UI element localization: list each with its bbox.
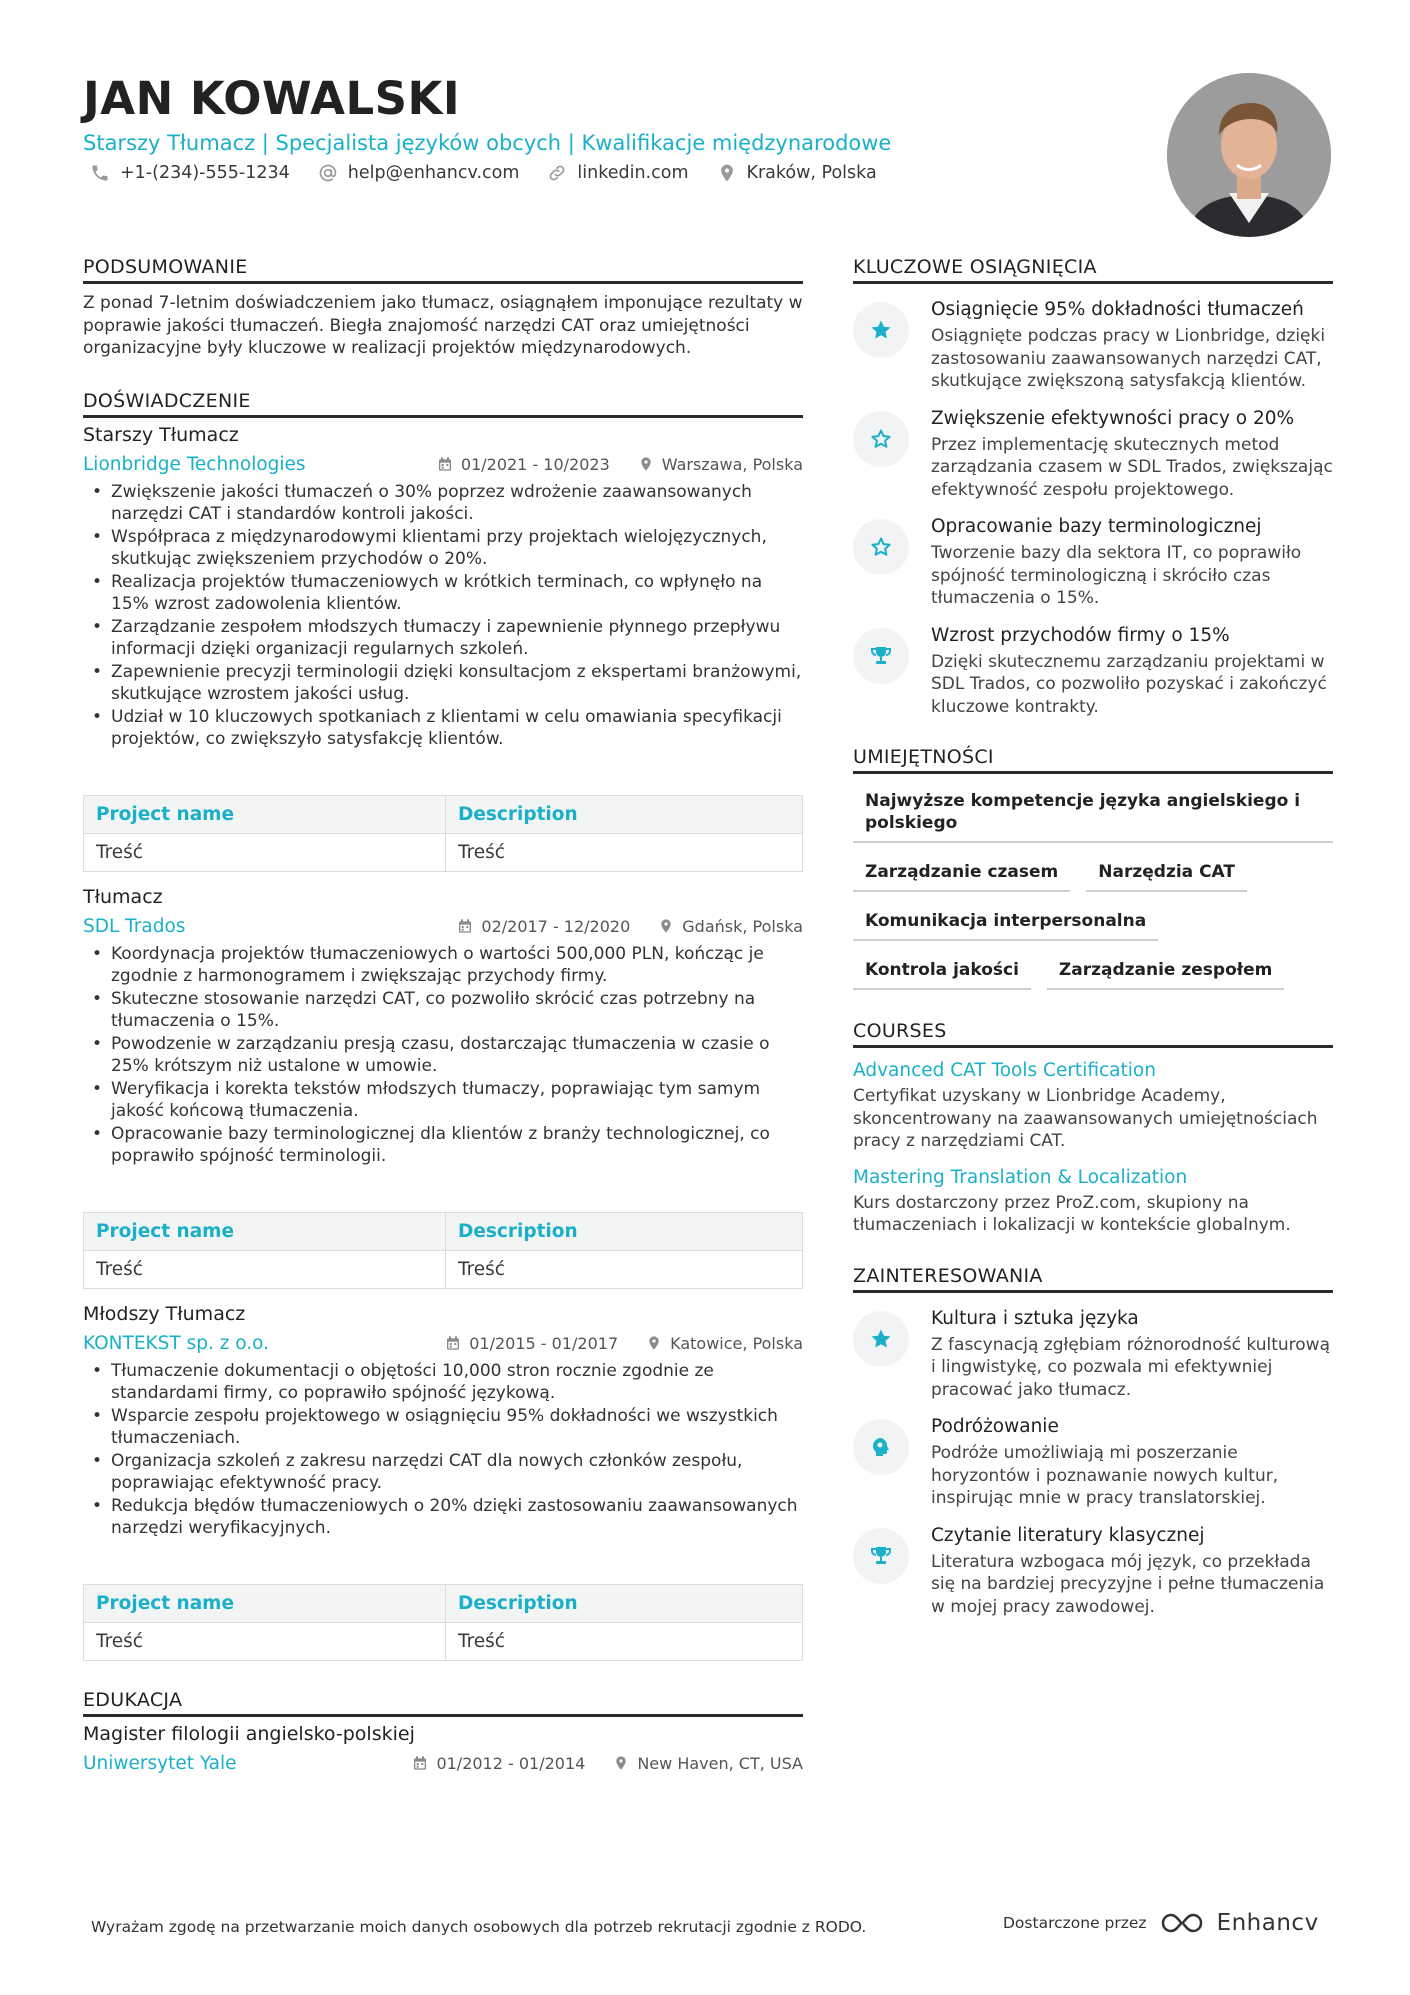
achievement-icon-wrap — [853, 302, 909, 358]
at-icon — [318, 163, 338, 183]
job-entry — [83, 424, 803, 872]
job-location-text: Warszawa, Polska — [661, 454, 803, 474]
interest-icon-wrap — [853, 1311, 909, 1367]
person-photo-icon — [1167, 73, 1331, 237]
achievement-body — [931, 298, 1333, 393]
profile-photo — [1167, 73, 1331, 237]
achievement-title: Wzrost przychodów firmy o 15% — [931, 624, 1230, 646]
project-description-cell: Treść — [446, 1622, 803, 1660]
achievement-desc: Tworzenie bazy dla sektora IT, co poprawiło spójność terminologiczną i skróciło czas tłumaczenia o 15%. — [931, 543, 1302, 608]
job-entry — [83, 886, 803, 1289]
education-meta — [83, 1753, 803, 1774]
job-role: Młodszy Tłumacz — [83, 1302, 246, 1325]
interest-icon-wrap — [853, 1528, 909, 1584]
skill-tag: Zarządzanie zespołem — [1047, 955, 1284, 990]
job-bullets — [83, 1360, 803, 1540]
project-table-header — [84, 1584, 803, 1622]
job-meta — [83, 1333, 803, 1354]
interest-desc: Z fascynacją zgłębiam różnorodność kulturową i lingwistykę, co pozwala mi efektywniej pracować jako tłumacz. — [931, 1334, 1331, 1400]
achievement-body — [931, 407, 1333, 502]
skill-tag: Kontrola jakości — [853, 955, 1031, 990]
job-dates — [445, 1334, 618, 1353]
right-column — [853, 256, 1333, 1618]
contact-phone[interactable] — [90, 163, 290, 183]
interest-icon-wrap — [853, 1419, 909, 1475]
table-row — [84, 1622, 803, 1660]
job-role: Tłumacz — [83, 885, 163, 908]
powered-by[interactable] — [1003, 1910, 1319, 1936]
star-filled-icon — [869, 318, 893, 342]
courses-heading: COURSES — [853, 1020, 1333, 1048]
location-icon — [646, 1335, 662, 1351]
star-outline-icon — [869, 535, 893, 559]
education-meta-right — [412, 1754, 803, 1773]
star-outline-icon — [869, 427, 893, 451]
location-icon — [717, 163, 737, 183]
project-description-cell: Treść — [446, 833, 803, 871]
star-filled-icon — [869, 1327, 893, 1351]
job-meta-right — [457, 917, 803, 936]
job-bullet: • Powodzenie w zarządzaniu presją czasu, dostarczając tłumaczenia w czasie o 25% krótszym niż ustalone w umowie. — [83, 1033, 803, 1078]
enhancv-logo-icon — [1159, 1910, 1205, 1936]
achievement-icon-wrap — [853, 628, 909, 684]
achievement-icon-wrap — [853, 519, 909, 575]
job-company: KONTEKST sp. z o.o. — [83, 1332, 270, 1354]
contact-phone-text: +1-(234)-555-1234 — [120, 163, 290, 183]
project-description-header: Description — [446, 1212, 803, 1250]
location-icon — [613, 1755, 629, 1771]
job-dates — [457, 917, 630, 936]
location-icon — [658, 918, 674, 934]
project-table — [83, 1212, 803, 1289]
course-title: Mastering Translation & Localization — [853, 1166, 1188, 1188]
location-icon — [638, 456, 654, 472]
job-meta — [83, 454, 803, 475]
achievement-desc: Przez implementację skutecznych metod zarządzania czasem w SDL Trados, zwiększając efektywność zespołu projektowego. — [931, 434, 1333, 500]
interest-title: Czytanie literatury klasycznej — [931, 1524, 1205, 1546]
education-location — [613, 1754, 803, 1773]
achievement-desc: Osiągnięte podczas pracy w Lionbridge, dzięki zastosowaniu zaawansowanych narzędzi CAT, skutkujące zwiększoną satysfakcją klientów. — [931, 326, 1326, 391]
contact-bar — [90, 163, 877, 183]
achievement-body — [931, 624, 1333, 719]
contact-email-text: help@enhancv.com — [347, 163, 520, 183]
table-row — [84, 833, 803, 871]
job-entry — [83, 1303, 803, 1661]
job-dates-text: 01/2021 - 10/2023 — [460, 454, 610, 474]
contact-location — [717, 163, 877, 183]
contact-linkedin[interactable] — [547, 163, 688, 183]
project-table — [83, 1584, 803, 1661]
powered-by-text: Dostarczone przez — [1003, 1914, 1147, 1932]
skills-heading: UMIEJĘTNOŚCI — [853, 746, 1333, 774]
job-bullet: • Weryfikacja i korekta tekstów młodszych tłumaczy, poprawiając tym samym jakość końcową tłumaczenia. — [83, 1078, 803, 1123]
course-title: Advanced CAT Tools Certification — [853, 1060, 1156, 1081]
job-dates — [437, 455, 610, 474]
calendar-icon — [437, 456, 453, 472]
job-bullet: • Realizacja projektów tłumaczeniowych w krótkich terminach, co wpłynęło na 15% wzrost zadowolenia klientów. — [83, 571, 803, 616]
job-bullets — [83, 943, 803, 1168]
link-icon — [547, 163, 567, 183]
job-bullet: • Organizacja szkoleń z zakresu narzędzi CAT dla nowych członków zespołu, poprawiając efektywność pracy. — [83, 1450, 803, 1495]
achievement-title: Zwiększenie efektywności pracy o 20% — [931, 407, 1295, 429]
education-degree: Magister filologii angielsko-polskiej — [83, 1722, 415, 1745]
job-dates-text: 02/2017 - 12/2020 — [481, 916, 631, 936]
project-name-cell: Treść — [84, 833, 446, 871]
project-description-header: Description — [446, 1584, 803, 1622]
calendar-icon — [412, 1755, 428, 1771]
candidate-name: JAN KOWALSKI — [83, 72, 461, 125]
interest-body — [931, 1415, 1333, 1510]
project-name-header: Project name — [84, 1584, 446, 1622]
interest-item — [853, 1307, 1333, 1402]
job-bullet: • Zapewnienie precyzji terminologii dzięki konsultacjom z ekspertami branżowymi, skutkujące wzrostem jakości usług. — [83, 661, 803, 706]
achievement-desc: Dzięki skutecznemu zarządzaniu projektami w SDL Trados, co pozwoliło pozyskać i zakończyć kluczowe kontrakty. — [931, 651, 1327, 717]
skill-tag: Zarządzanie czasem — [853, 857, 1070, 892]
interest-title: Podróżowanie — [931, 1416, 1059, 1437]
job-bullet: • Redukcja błędów tłumaczeniowych o 20% dzięki zastosowaniu zaawansowanych narzędzi weryfikacyjnych. — [83, 1495, 803, 1540]
interest-body — [931, 1524, 1333, 1619]
job-location-text: Gdańsk, Polska — [682, 916, 803, 936]
job-dates-text: 01/2015 - 01/2017 — [469, 1333, 619, 1353]
trophy-icon — [869, 1544, 893, 1568]
contact-linkedin-text: linkedin.com — [577, 163, 689, 183]
project-table-header — [84, 795, 803, 833]
job-location — [658, 917, 803, 936]
job-bullet: • Współpraca z międzynarodowymi klientami przy projektach wielojęzycznych, skutkując zwiększeniem przychodów o 20%. — [83, 526, 803, 571]
project-description-header: Description — [446, 795, 803, 833]
achievement-icon-wrap — [853, 411, 909, 467]
interest-item — [853, 1415, 1333, 1510]
education-dates-text: 01/2012 - 01/2014 — [436, 1753, 586, 1773]
calendar-icon — [445, 1335, 461, 1351]
head-icon — [869, 1435, 893, 1459]
job-bullet: • Zwiększenie jakości tłumaczeń o 30% poprzez wdrożenie zaawansowanych narzędzi CAT i standardów kontroli jakości. — [83, 481, 803, 526]
interest-desc: Literatura wzbogaca mój język, co przekłada się na bardziej precyzyjne i pełne tłumaczenia w mojej pracy zawodowej. — [931, 1551, 1325, 1617]
trophy-icon — [869, 644, 893, 668]
job-bullet: • Tłumaczenie dokumentacji o objętości 10,000 stron rocznie zgodnie ze standardami firmy, co poprawiło spójność językową. — [83, 1360, 803, 1405]
skill-tag: Komunikacja interpersonalna — [853, 906, 1158, 941]
job-role: Starszy Tłumacz — [83, 423, 239, 446]
achievement-item — [853, 407, 1333, 502]
achievement-title: Osiągnięcie 95% dokładności tłumaczeń — [931, 299, 1304, 320]
job-bullet: • Udział w 10 kluczowych spotkaniach z klientami w celu omawiania specyfikacji projektów, co zwiększyło satysfakcję klientów. — [83, 706, 803, 751]
contact-location-text: Kraków, Polska — [746, 163, 877, 183]
interest-title: Kultura i sztuka języka — [931, 1307, 1139, 1329]
project-name-cell: Treść — [84, 1622, 446, 1660]
achievement-item — [853, 624, 1333, 719]
contact-email[interactable] — [318, 163, 520, 183]
summary-text: Z ponad 7-letnim doświadczeniem jako tłumacz, osiągnąłem imponujące rezultaty w poprawie jakości tłumaczeń. Biegła znajomość narzędzi CAT oraz umiejętności organizacyjne były kluczowe w realizacji projektów międzynarodowych. — [83, 293, 803, 358]
project-name-header: Project name — [84, 1212, 446, 1250]
skill-tag: Narzędzia CAT — [1086, 857, 1247, 892]
gdpr-consent: Wyrażam zgodę na przetwarzanie moich danych osobowych dla potrzeb rekrutacji zgodnie z RODO. — [91, 1918, 867, 1936]
achievement-item — [853, 515, 1333, 610]
achievement-title: Opracowanie bazy terminologicznej — [931, 516, 1262, 537]
education-school: Uniwersytet Yale — [83, 1752, 237, 1774]
phone-icon — [90, 163, 110, 183]
skill-tag: Najwyższe kompetencje języka angielskiego i polskiego — [853, 786, 1333, 843]
job-meta — [83, 916, 803, 937]
project-name-cell: Treść — [84, 1250, 446, 1288]
interest-desc: Podróże umożliwiają mi poszerzanie horyzontów i poznawanie nowych kultur, inspirując mnie w pracy translatorskiej. — [931, 1443, 1279, 1508]
interest-item — [853, 1524, 1333, 1619]
project-table — [83, 795, 803, 872]
project-table-header — [84, 1212, 803, 1250]
project-description-cell: Treść — [446, 1250, 803, 1288]
education-location-text: New Haven, CT, USA — [637, 1753, 803, 1773]
achievement-body — [931, 515, 1333, 610]
calendar-icon — [457, 918, 473, 934]
job-company: Lionbridge Technologies — [83, 453, 306, 475]
job-bullet: • Wsparcie zespołu projektowego w osiągnięciu 95% dokładności we wszystkich tłumaczeniach. — [83, 1405, 803, 1450]
job-bullets — [83, 481, 803, 751]
interest-body — [931, 1307, 1333, 1402]
skills-list — [853, 786, 1333, 990]
achievement-item — [853, 298, 1333, 393]
project-name-header: Project name — [84, 795, 446, 833]
summary-heading: PODSUMOWANIE — [83, 256, 803, 284]
table-row — [84, 1250, 803, 1288]
brand-name: Enhancv — [1216, 1910, 1319, 1936]
candidate-title: Starszy Tłumacz | Specjalista języków obcych | Kwalifikacje międzynarodowe — [83, 131, 892, 155]
job-company: SDL Trados — [83, 915, 186, 937]
job-meta-right — [437, 455, 803, 474]
education-heading: EDUKACJA — [83, 1689, 803, 1717]
interests-heading: ZAINTERESOWANIA — [853, 1265, 1333, 1293]
achievements-heading: KLUCZOWE OSIĄGNIĘCIA — [853, 256, 1333, 284]
job-bullet: • Koordynacja projektów tłumaczeniowych o wartości 500,000 PLN, kończąc je zgodnie z harmonogramem i zwiększając przychody firmy. — [83, 943, 803, 988]
job-location — [638, 455, 803, 474]
education-dates — [412, 1754, 585, 1773]
course-desc: Certyfikat uzyskany w Lionbridge Academy, skoncentrowany na zaawansowanych umiejętnościach pracy z narzędziami CAT. — [853, 1086, 1318, 1151]
job-location — [646, 1334, 803, 1353]
left-column — [83, 256, 803, 1774]
course-desc: Kurs dostarczony przez ProZ.com, skupiony na tłumaczeniach i lokalizacji w kontekście globalnym. — [853, 1192, 1291, 1235]
job-bullet: • Zarządzanie zespołem młodszych tłumaczy i zapewnienie płynnego przepływu informacji dzięki organizacji regularnych szkoleń. — [83, 616, 803, 661]
job-location-text: Katowice, Polska — [670, 1333, 803, 1353]
job-bullet: • Opracowanie bazy terminologicznej dla klientów z branży technologicznej, co poprawiło spójność terminologii. — [83, 1123, 803, 1168]
job-meta-right — [445, 1334, 803, 1353]
experience-heading: DOŚWIADCZENIE — [83, 390, 803, 418]
job-bullet: • Skuteczne stosowanie narzędzi CAT, co pozwoliło skrócić czas potrzebny na tłumaczenia o 15%. — [83, 988, 803, 1033]
